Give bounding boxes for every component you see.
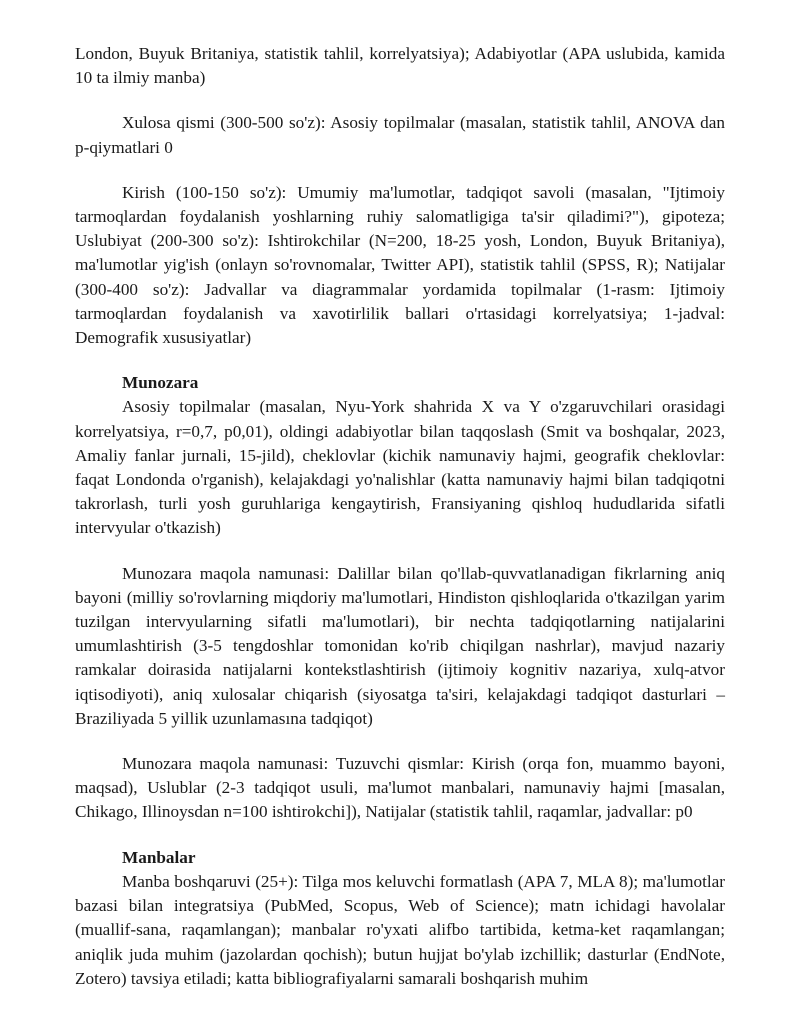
paragraph-munozara-namunasi-2: Munozara maqola namunasi: Tuzuvchi qismlar: Kirish (orqa fon, muammo bayoni, maqsad), Uslublar (2-3 tadqiqot usuli, ma'lumot manbalari, namunaviy hajmi [masalan, Chikago, Illinoysdan n=100 ishtirokchi]), Natijalar (statistik tahlil, raqamlar, jadvallar: p0: [75, 754, 725, 822]
spacer: [75, 350, 725, 371]
document-page: [75, 42, 725, 991]
paragraph-munozara-namunasi-1: Munozara maqola namunasi: Dalillar bilan qo'llab-quvvatlanadigan fikrlarning aniq bayoni (milliy so'rovlarning miqdoriy ma'lumotlari, Hindiston qishloqlarida o'tkazilgan yarim tuzilgan intervyularning sifatli ma'lumotlari), bir nechta tadqiqotlarning natijalarini umumlashtirish (3-5 tengdoshlar tomonidan ko'rib chiqilgan nashrlar), mavjud nazariy ramkalar doirasida natijalarni kontekstlashtirish (ijtimoiy kognitiv nazariya, xulq-atvor iqtisodiyoti), aniq xulosalar chiqarish (siyosatga ta'siri, kelajakdagi tadqiqot dasturlari – Braziliyada 5 yillik uzunlamasına tadqiqot): [75, 563, 725, 728]
spacer: [75, 541, 725, 562]
spacer: [75, 731, 725, 752]
paragraph-kirish: Kirish (100-150 so'z): Umumiy ma'lumotlar, tadqiqot savoli (masalan, "Ijtimoiy tarmoqlardan foydalanish yoshlarning ruhiy salomatligiga ta'sir qiladimi?"), gipoteza; Uslubiyat (200-300 so'z): Ishtirokchilar (N=200, 18-25 yosh, London, Buyuk Britaniya), ma'lumotlar yig'ish (onlayn so'rovnomalar, Twitter API), statistik tahlil (SPSS, R); Natijalar (300-400 so'z): Jadvallar va diagrammalar yordamida topilmalar (1-rasm: Ijtimoiy tarmoqlardan foydalanish va xavotirlilik ballari o'rtasidagi korrelyatsiya; 1-jadval: Demografik xususiyatlar): [75, 182, 725, 348]
spacer: [75, 160, 725, 181]
spacer: [75, 825, 725, 846]
spacer: [75, 90, 725, 111]
paragraph-continuation: London, Buyuk Britaniya, statistik tahlil, korrelyatsiya); Adabiyotlar (APA uslubida, kamida 10 ta ilmiy manba): [75, 44, 725, 88]
heading-manbalar: Manbalar: [122, 847, 196, 867]
paragraph-manba-boshqaruvi: Manba boshqaruvi (25+): Tilga mos keluvchi formatlash (APA 7, MLA 8); ma'lumotlar bazasi bilan integratsiya (PubMed, Scopus, Web of Science); matn ichidagi havolalar (muallif-sana, raqamlangan); manbalar ro'yxati alifbo tartibida, ketma-ket raqamlangan; aniqlik juda muhim (jazolardan qochish); butun hujjat bo'ylab izchillik; dasturlar (EndNote, Zotero) tavsiya etiladi; katta bibliografiyalarni samarali boshqarish muhim: [75, 871, 725, 988]
heading-munozara: Munozara: [122, 373, 199, 393]
paragraph-asosiy-topilmalar: Asosiy topilmalar (masalan, Nyu-York shahrida X va Y o'zgaruvchilari orasidagi korrelyatsiya, r=0,7, p0,01), oldingi adabiyotlar bilan taqqoslash (Smit va boshqalar, 2023, Amaliy fanlar jurnali, 15-jild), cheklovlar (kichik namunaviy hajmi, geografik cheklovlar: faqat Londonda o'rganish), kelajakdagi yo'nalishlar (katta namunaviy hajmi bilan tadqiqotni takrorlash, turli yosh guruhlariga kengaytirish, Fransiyaning qishloq hududlarida sifatli intervyular o'tkazish): [75, 397, 725, 538]
paragraph-xulosa: Xulosa qismi (300-500 so'z): Asosiy topilmalar (masalan, statistik tahlil, ANOVA dan p-qiymatlari 0: [75, 113, 725, 157]
